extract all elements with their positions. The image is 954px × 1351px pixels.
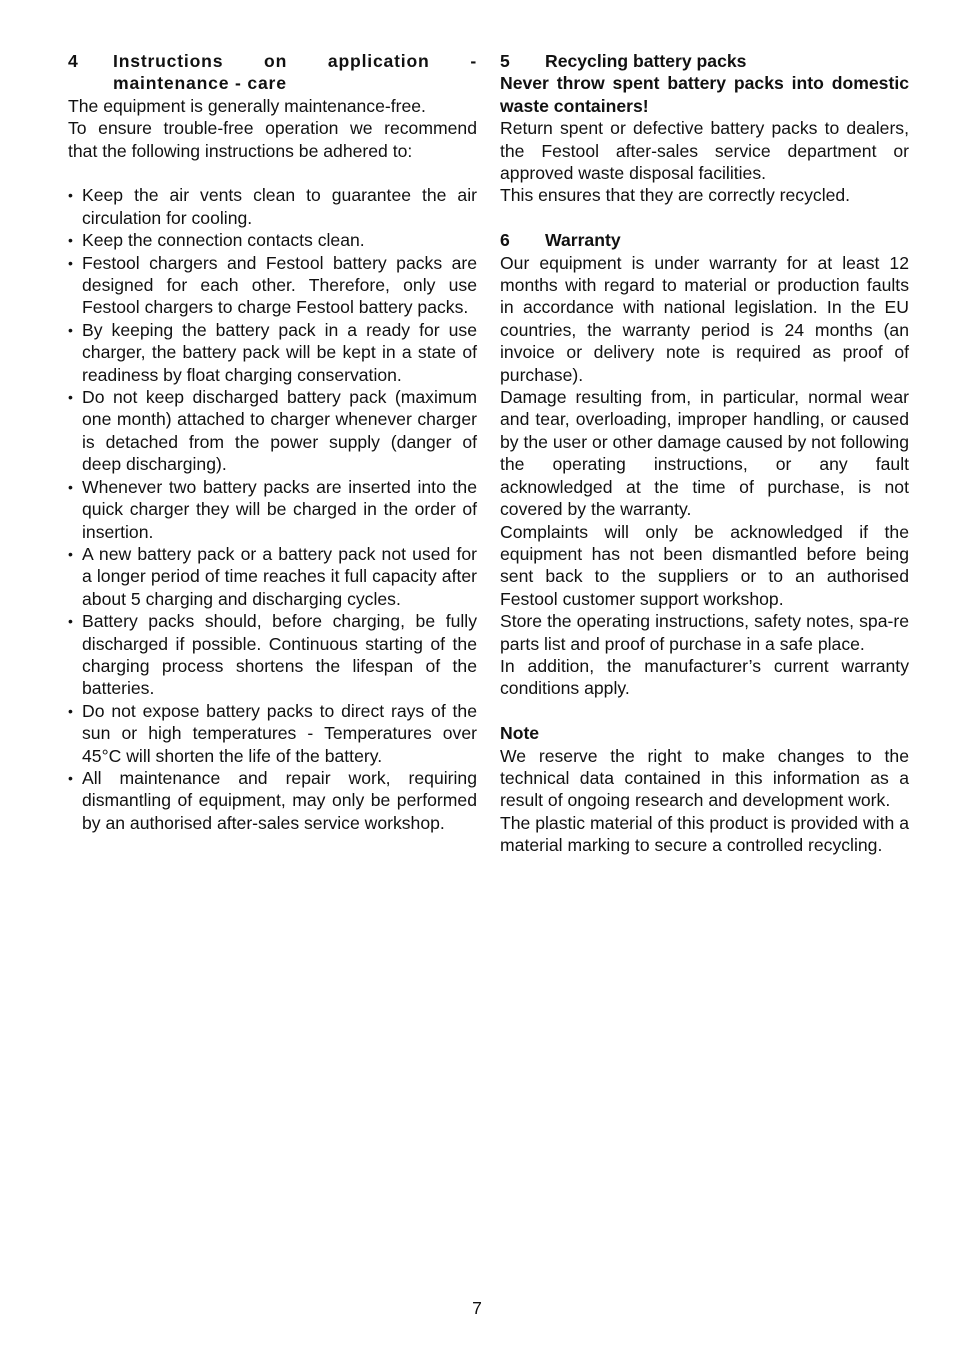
section-5-heading <box>500 50 909 72</box>
section-4-heading <box>68 50 477 95</box>
list-item: • Whenever two battery packs are inserted into the quick charger they will be charged in the order of insertion. <box>68 476 477 543</box>
list-item: • Festool chargers and Festool battery packs are designed for each other. Therefore, only use Festool chargers to charge Festool battery packs. <box>68 252 477 319</box>
list-item: • Battery packs should, before charging, be fully discharged if possible. Continuous starting of the charging process shortens the lifespan of the batteries. <box>68 610 477 700</box>
section-6-paragraph: Complaints will only be acknowledged if the equipment has not been dismantled before being sent back to the suppliers or to an authorised Festool customer support workshop. <box>500 521 909 609</box>
note-title: Note <box>500 723 540 744</box>
list-item: • Do not keep discharged battery pack (maximum one month) attached to charger whenever charger is detached from the power supply (danger of deep discharging). <box>68 386 477 476</box>
section-6-paragraph: In addition, the manufacturer’s current warranty conditions apply. <box>500 655 909 699</box>
section-4-intro: The equipment is generally maintenance-free. <box>68 95 426 116</box>
section-6-paragraph: Store the operating instructions, safety notes, spa-re parts list and proof of purchase in a safe place. <box>500 611 909 654</box>
maintenance-instructions-list <box>68 184 477 834</box>
spacer <box>68 162 477 184</box>
note-paragraph: We reserve the right to make changes to the technical data contained in this information as a result of ongoing research and development work. <box>500 745 909 811</box>
list-item: • All maintenance and repair work, requiring dismantling of equipment, may only be performed by an authorised after-sales service workshop. <box>68 767 477 834</box>
section-4-number: 4 <box>68 51 78 71</box>
section-6-paragraph: Damage resulting from, in particular, normal wear and tear, overloading, improper handling, or caused by the user or other damage caused by not following the operating instructions, or any fault acknowledged at the time of purchase, is not covered by the warranty. <box>500 387 909 520</box>
list-item: • Keep the connection contacts clean. <box>68 229 477 251</box>
section-6-heading <box>500 229 909 251</box>
list-item: • Do not expose battery packs to direct rays of the sun or high temperatures - Temperatures over 45°C will shorten the life of the battery. <box>68 700 477 767</box>
section-5-paragraph: Return spent or defective battery packs to dealers, the Festool after-sales service department or approved waste disposal facilities. <box>500 118 909 184</box>
right-column <box>500 50 909 857</box>
left-column <box>68 50 477 834</box>
section-6-title: Warranty <box>545 230 621 251</box>
section-4-recommendation: To ensure trouble-free operation we recommend that the following instructions be adhered to: <box>68 118 477 161</box>
section-4-title: Instructions on application - maintenance - care <box>113 51 477 94</box>
spacer <box>500 700 909 722</box>
section-6-number: 6 <box>500 230 510 251</box>
list-item: • Keep the air vents clean to guarantee the air circulation for cooling. <box>68 184 477 229</box>
list-item: • A new battery pack or a battery pack not used for a longer period of time reaches it full capacity after about 5 charging and discharging cycles. <box>68 543 477 610</box>
section-6-paragraph: Our equipment is under warranty for at least 12 months with regard to material or production faults in accordance with national legislation. In the EU countries, the warranty period is 24 months (an invoice or delivery note is required as proof of purchase). <box>500 252 909 385</box>
section-5-title: Recycling battery packs <box>545 51 747 71</box>
list-item: • By keeping the battery pack in a ready for use charger, the battery pack will be kept in a state of readiness by float charging conservation. <box>68 319 477 386</box>
section-5-paragraph: This ensures that they are correctly recycled. <box>500 185 851 206</box>
note-paragraph: The plastic material of this product is provided with a material marking to secure a controlled recycling. <box>500 812 909 856</box>
spacer <box>500 207 909 229</box>
page-number: 7 <box>472 1298 482 1318</box>
section-5-number: 5 <box>500 51 510 71</box>
note-heading <box>500 722 909 744</box>
section-5-warning: Never throw spent battery packs into domestic waste containers! <box>500 73 909 116</box>
